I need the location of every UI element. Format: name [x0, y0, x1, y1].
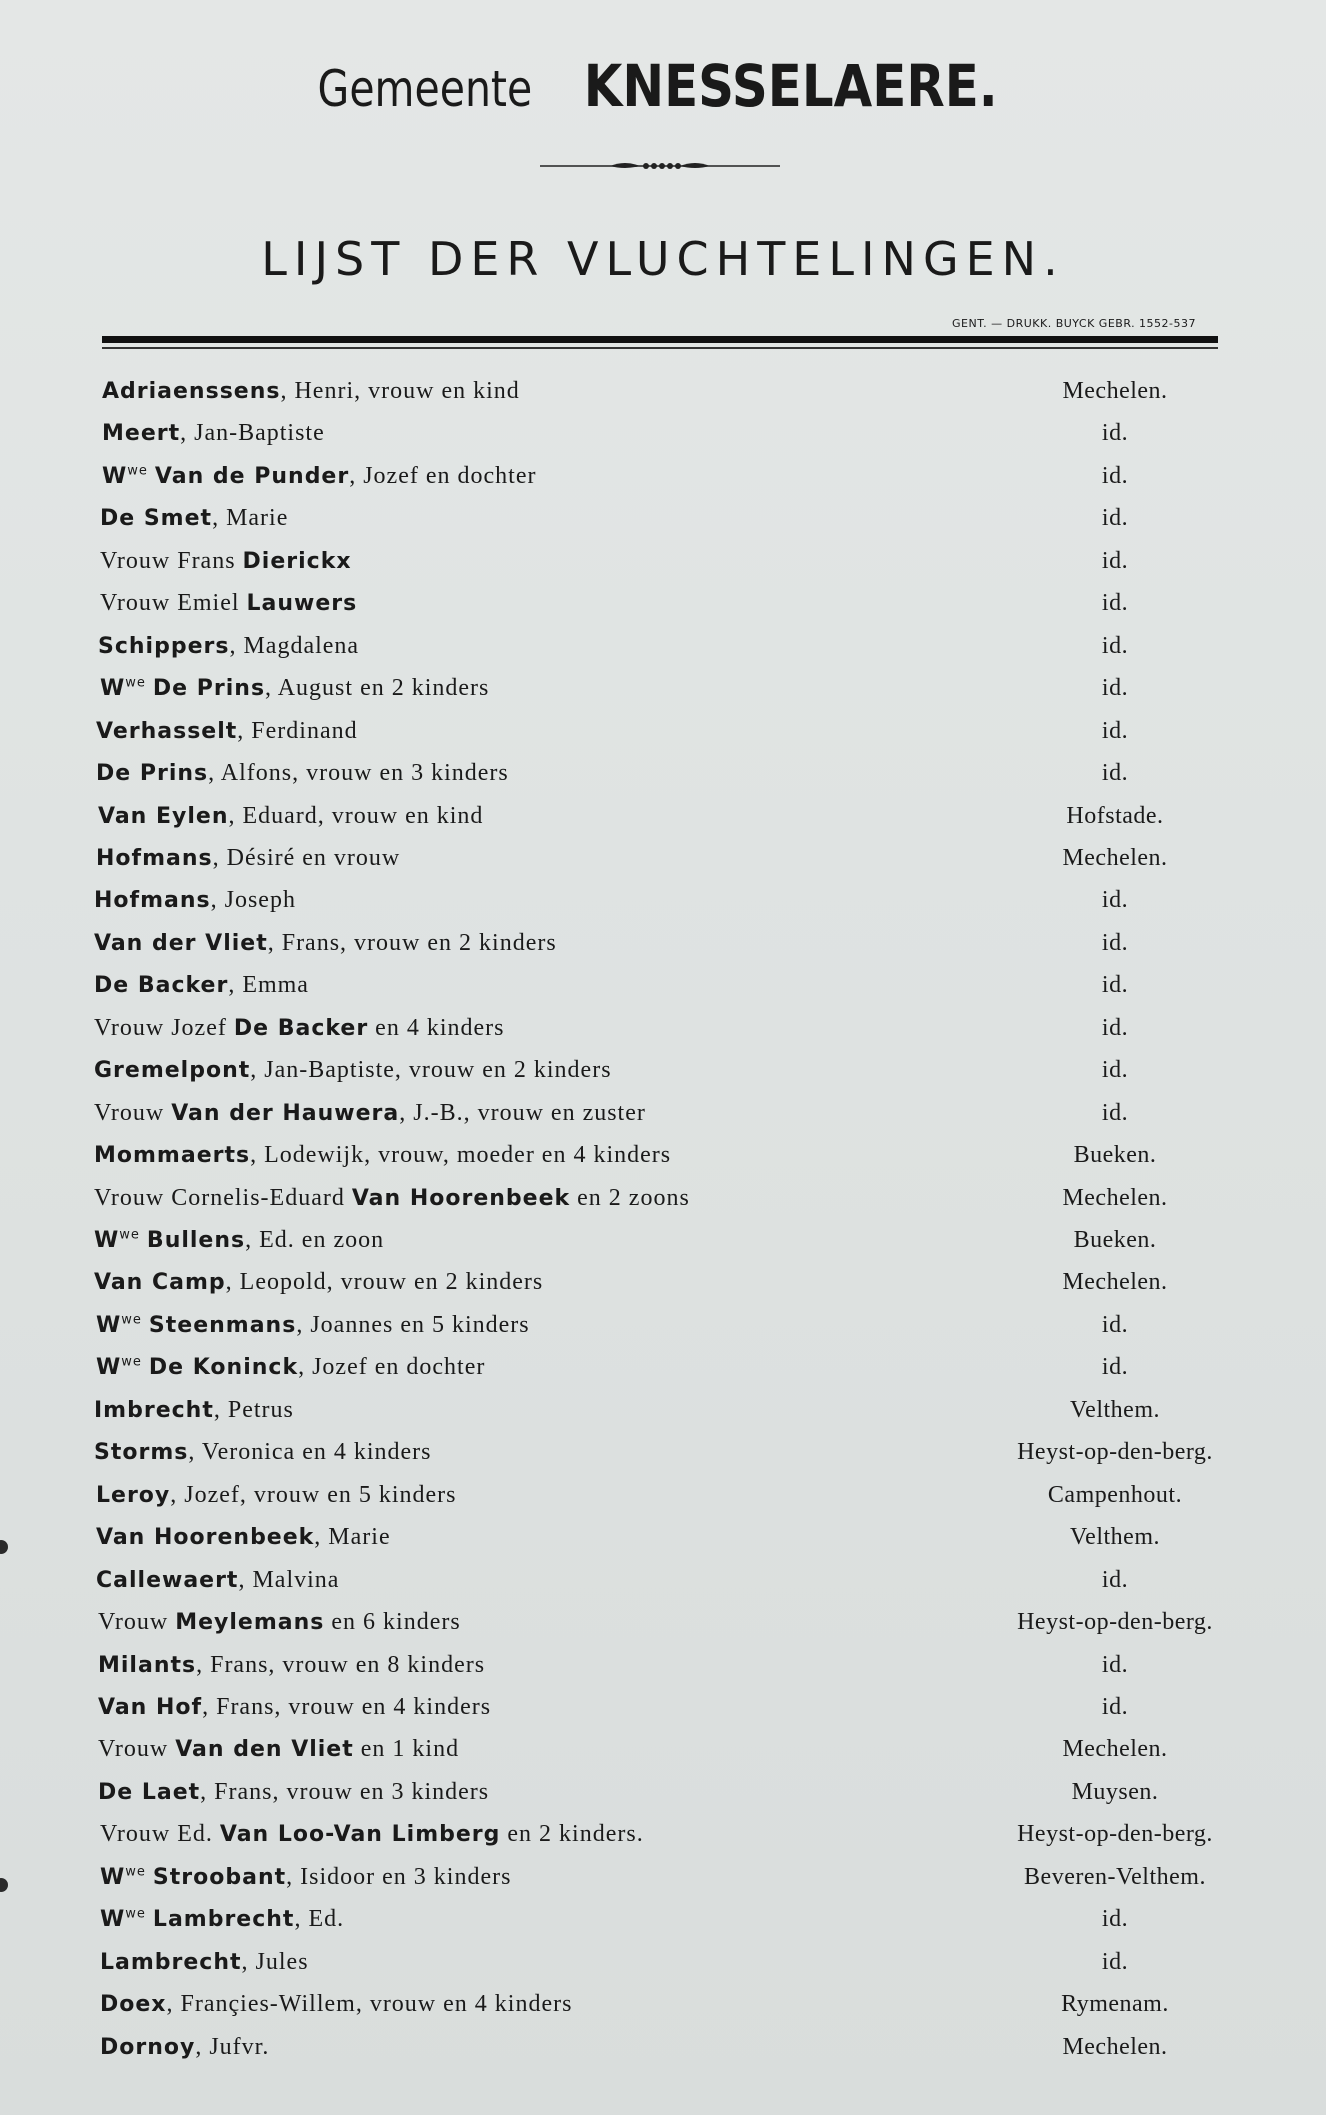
surname: Mommaerts [94, 1143, 251, 1169]
name-rest: , Emma [228, 972, 309, 999]
refugee-name [94, 1142, 671, 1169]
surname: Hofmans [94, 888, 211, 914]
list-item [0, 1821, 1326, 1861]
surname: Van Hoorenbeek [96, 1525, 315, 1551]
surname: Dornoy [100, 2034, 196, 2060]
refugee-name [98, 1779, 489, 1806]
refugee-name [94, 972, 309, 999]
name-rest: , Frans, vrouw en 3 kinders [200, 1778, 490, 1805]
list-item [0, 1142, 1326, 1182]
name-prefix: Vrouw Cornelis-Eduard [94, 1184, 352, 1211]
origin-place: id. [1101, 1311, 1129, 1338]
surname: Lambrecht [100, 1949, 242, 1975]
surname: Meylemans [175, 1610, 325, 1636]
name-rest: , Marie [212, 505, 289, 532]
refugee-name: $W^{we}$ De Prins, August en 2 kinders [100, 675, 490, 702]
surname: De Prins [96, 761, 209, 787]
name-rest: , Frans, vrouw en 2 kinders [267, 929, 557, 956]
origin-place: id. [1101, 717, 1129, 744]
name-rest: , Magdalena [229, 632, 360, 659]
name-rest: , J.-B., vrouw en zuster [399, 1099, 646, 1126]
name-rest: , Jan-Baptiste [180, 420, 325, 447]
name-rest: , Leopold, vrouw en 2 kinders [225, 1269, 544, 1296]
list-item [0, 1991, 1326, 2031]
origin-place: Mechelen. [1062, 1269, 1168, 1296]
refugee-name [100, 1949, 309, 1976]
name-prefix: Vrouw Ed. [100, 1821, 220, 1848]
list-item [0, 590, 1326, 630]
refugee-name: $W^{we}$ Stroobant, Isidoor en 3 kinders [100, 1863, 512, 1890]
surname: Bullens [146, 1228, 246, 1253]
name-rest: , Frans, vrouw en 4 kinders [202, 1693, 492, 1720]
surname: Gremelpont [94, 1058, 251, 1084]
list-item [0, 1609, 1326, 1649]
surname: Schippers [98, 633, 230, 659]
refugee-name [96, 760, 509, 787]
refugee-name [96, 1482, 457, 1509]
surname: Van Loo-Van Limberg [219, 1822, 501, 1848]
surname: Van der Hauwera [171, 1100, 400, 1126]
surname: Verhasselt [96, 718, 238, 744]
surname: Adriaenssens [102, 379, 281, 404]
list-item [0, 972, 1326, 1012]
name-rest: , Isidoor en 3 kinders [286, 1863, 512, 1890]
name-rest: , Ferdinand [237, 717, 358, 744]
origin-place: Bueken. [1073, 1142, 1157, 1169]
refugee-name: $W^{we}$ Steenmans, Joannes en 5 kinders [96, 1311, 530, 1338]
surname: De Backer [94, 973, 229, 999]
surname: Van den Vliet [175, 1737, 354, 1763]
origin-place: Hofstade. [1066, 802, 1164, 829]
surname: Dierickx [242, 548, 352, 574]
name-rest: en 4 kinders [368, 1014, 505, 1041]
refugee-name [96, 1567, 339, 1594]
surname: De Smet [100, 506, 213, 532]
list-item [0, 1057, 1326, 1097]
name-rest: , Lodewijk, vrouw, moeder en 4 kinders [250, 1142, 672, 1169]
surname: Doex [100, 1992, 167, 2018]
origin-place: id. [1101, 462, 1129, 489]
list-item [0, 1524, 1326, 1564]
origin-place: Mechelen. [1062, 1736, 1168, 1763]
refugee-name [94, 887, 296, 914]
name-rest: , Veronica en 4 kinders [188, 1439, 432, 1466]
origin-place: id. [1101, 1099, 1129, 1126]
refugee-name [96, 845, 400, 872]
list-item [0, 1694, 1326, 1734]
refugee-name: $W^{we}$ Lambrecht, Ed. [100, 1906, 345, 1933]
title-town: KNESSELAERE. [583, 52, 998, 120]
refugee-name: $W^{we}$ Bullens, Ed. en zoon [94, 1227, 385, 1253]
surname: De Prins [152, 676, 266, 702]
refugee-name: $W^{we}$ De Koninck, Jozef en dochter [96, 1354, 486, 1381]
list-item [0, 2034, 1326, 2074]
origin-place: id. [1101, 1948, 1129, 1975]
surname: Leroy [96, 1482, 171, 1508]
name-rest: en 2 zoons [570, 1184, 690, 1211]
origin-place: Mechelen. [1062, 2033, 1168, 2060]
list-item [0, 803, 1326, 843]
refugee-name [98, 803, 483, 830]
surname: Storms [94, 1440, 189, 1466]
list-item [0, 1354, 1326, 1394]
name-prefix: Vrouw Frans [100, 547, 243, 574]
list-item [0, 887, 1326, 927]
list-item [0, 760, 1326, 800]
list-item [0, 1227, 1326, 1267]
origin-place: id. [1101, 1651, 1129, 1678]
name-rest: , August en 2 kinders [265, 675, 490, 702]
origin-place: Muysen. [1071, 1778, 1159, 1805]
list-item [0, 1015, 1326, 1055]
refugee-name [98, 1609, 461, 1636]
origin-place: Mechelen. [1062, 1184, 1168, 1211]
origin-place: id. [1101, 420, 1129, 447]
surname: Van Camp [94, 1270, 226, 1296]
name-rest: en 1 kind [353, 1736, 460, 1763]
refugee-name [94, 1185, 690, 1212]
origin-place: Velthem. [1070, 1524, 1160, 1551]
list-item [0, 378, 1326, 418]
name-prefix: Vrouw Jozef [94, 1014, 234, 1041]
list-item [0, 1185, 1326, 1225]
name-rest: , Eduard, vrouw en kind [228, 802, 484, 829]
surname: Lambrecht [152, 1907, 295, 1933]
surname: Hofmans [96, 845, 213, 871]
list-item [0, 633, 1326, 673]
list-item [0, 1906, 1326, 1946]
surname: Stroobant [152, 1864, 287, 1890]
name-rest: , Frans, vrouw en 8 kinders [196, 1651, 486, 1678]
refugee-name: $W^{we}$ Van de Punder, Jozef en dochter [102, 462, 537, 489]
refugee-name [100, 1991, 572, 2018]
name-rest: , Jufvr. [195, 2033, 270, 2060]
refugee-name [96, 1524, 391, 1551]
origin-place: Heyst-op-den-berg. [1017, 1821, 1213, 1848]
name-rest: , Jozef en dochter [349, 462, 537, 489]
list-item [0, 1439, 1326, 1479]
list-item [0, 420, 1326, 460]
origin-place: id. [1101, 675, 1129, 702]
surname: De Backer [233, 1015, 369, 1041]
refugee-name [100, 1821, 644, 1848]
list-item [0, 548, 1326, 588]
list-item [0, 505, 1326, 545]
refugee-name [94, 1439, 432, 1466]
name-rest: en 6 kinders [324, 1609, 461, 1636]
refugee-name [98, 1736, 459, 1763]
origin-place: id. [1101, 1566, 1129, 1593]
surname: Meert [102, 421, 181, 447]
list-item [0, 1736, 1326, 1776]
list-item [0, 1652, 1326, 1692]
surname: Van de Punder [154, 463, 350, 489]
origin-place: id. [1101, 1057, 1129, 1084]
origin-place: Mechelen. [1062, 378, 1168, 404]
origin-place: id. [1101, 547, 1129, 574]
list-item [0, 1100, 1326, 1140]
name-rest: , Alfons, vrouw en 3 kinders [208, 760, 509, 787]
refugee-name [100, 548, 352, 575]
name-rest: , Joannes en 5 kinders [296, 1311, 530, 1338]
origin-place: id. [1101, 632, 1129, 659]
refugee-name [96, 718, 358, 745]
name-rest: , Jozef, vrouw en 5 kinders [170, 1481, 457, 1508]
surname: Callewaert [96, 1567, 239, 1593]
refugee-name [94, 1397, 294, 1424]
name-rest: , Malvina [238, 1566, 340, 1593]
printer-imprint: GENT. — DRUKK. BUYCK GEBR. 1552-537 [952, 317, 1197, 330]
name-prefix: Vrouw [98, 1736, 176, 1763]
origin-place: Mechelen. [1062, 844, 1168, 871]
surname: Lauwers [246, 591, 358, 617]
origin-place: id. [1101, 590, 1129, 617]
name-prefix: Vrouw Emiel [100, 590, 247, 617]
refugee-name [94, 1057, 612, 1084]
refugee-name [94, 1100, 646, 1127]
list-item [0, 1312, 1326, 1352]
refugee-name [100, 2034, 269, 2061]
name-rest: , Henri, vrouw en kind [280, 378, 520, 404]
name-rest: , Jan-Baptiste, vrouw en 2 kinders [250, 1057, 612, 1084]
surname: Van Eylen [98, 803, 229, 829]
name-rest: , Marie [314, 1524, 391, 1551]
list-item [0, 1864, 1326, 1904]
name-rest: , Désiré en vrouw [212, 844, 401, 871]
refugee-name [102, 378, 520, 405]
origin-place: id. [1101, 1014, 1129, 1041]
list-item [0, 463, 1326, 503]
list-item [0, 1567, 1326, 1607]
refugee-name [100, 590, 357, 617]
origin-place: Heyst-op-den-berg. [1017, 1609, 1213, 1636]
origin-place: id. [1101, 1693, 1129, 1720]
name-rest: , Françies-Willem, vrouw en 4 kinders [166, 1991, 573, 2018]
origin-place: id. [1101, 887, 1129, 914]
origin-place: Campenhout. [1047, 1481, 1183, 1508]
name-rest: , Jules [241, 1948, 309, 1975]
surname: Milants [98, 1652, 197, 1678]
refugee-name [94, 930, 557, 957]
origin-place: Heyst-op-den-berg. [1017, 1439, 1213, 1466]
title-gemeente: Gemeente [317, 60, 533, 118]
refugee-name [98, 1694, 491, 1721]
name-rest: , Joseph [210, 887, 296, 914]
origin-place: id. [1101, 929, 1129, 956]
origin-place: id. [1101, 972, 1129, 999]
surname: Van der Vliet [94, 930, 268, 956]
refugee-name [100, 505, 288, 532]
origin-place: Rymenam. [1061, 1991, 1169, 2018]
surname: De Laet [98, 1779, 201, 1805]
name-prefix: Vrouw [98, 1609, 176, 1636]
refugee-name [98, 633, 359, 660]
surname: Van Hoorenbeek [351, 1185, 571, 1211]
refugee-name [94, 1015, 504, 1042]
surname: De Koninck [148, 1355, 299, 1381]
name-rest: , Petrus [213, 1396, 294, 1423]
name-rest: , Ed. en zoon [245, 1227, 385, 1253]
list-item [0, 1397, 1326, 1437]
origin-place: id. [1101, 760, 1129, 787]
list-item [0, 718, 1326, 758]
origin-place: Velthem. [1070, 1396, 1160, 1423]
list-item [0, 930, 1326, 970]
list-item [0, 1482, 1326, 1522]
list-item [0, 675, 1326, 715]
list-item [0, 1779, 1326, 1819]
list-subtitle: LIJST DER VLUCHTELINGEN. [261, 232, 1065, 286]
name-prefix: Vrouw [94, 1099, 172, 1126]
surname: Imbrecht [94, 1397, 214, 1423]
refugee-name [102, 420, 325, 447]
origin-place: id. [1101, 1354, 1129, 1381]
origin-place: id. [1101, 1906, 1129, 1933]
name-rest: en 2 kinders. [500, 1821, 644, 1848]
name-rest: , Jozef en dochter [298, 1354, 486, 1381]
origin-place: Beveren-Velthem. [1024, 1863, 1206, 1890]
surname: Steenmans [148, 1312, 297, 1338]
name-rest: , Ed. [294, 1906, 345, 1933]
origin-place: Bueken. [1073, 1227, 1157, 1253]
list-item [0, 1949, 1326, 1989]
list-item [0, 845, 1326, 885]
origin-place: id. [1101, 505, 1129, 532]
refugee-name [98, 1652, 485, 1679]
refugee-name [94, 1269, 543, 1296]
list-item [0, 1269, 1326, 1309]
surname: Van Hof [98, 1694, 203, 1720]
